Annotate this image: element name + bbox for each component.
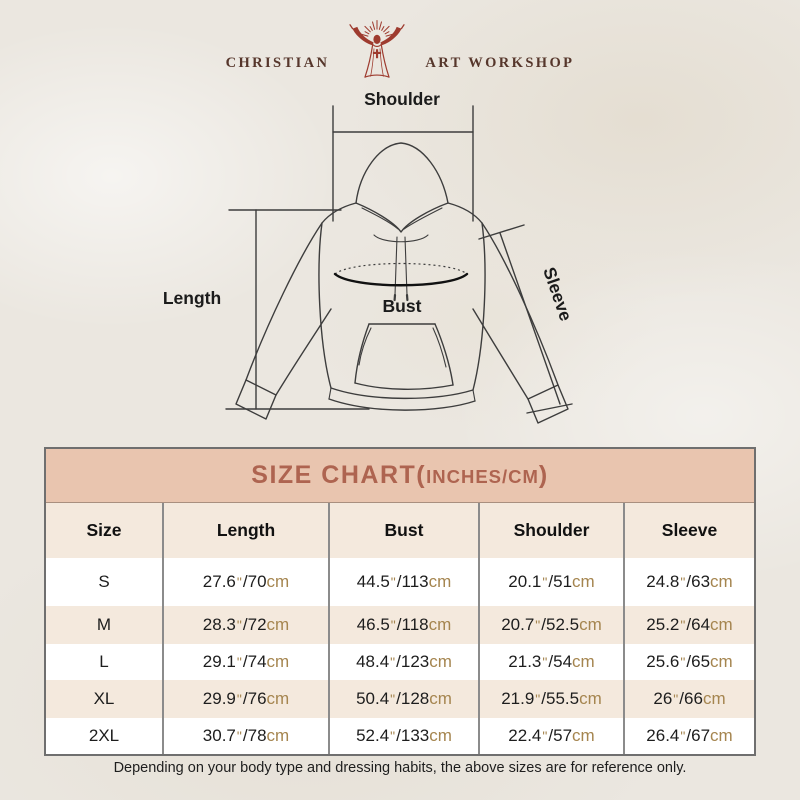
- cm-value: 72: [247, 615, 267, 634]
- cm-unit-label: cm: [572, 652, 595, 671]
- cm-unit-label: cm: [428, 615, 452, 634]
- size-cell: [46, 718, 162, 754]
- inches-value: 27.6: [202, 572, 236, 591]
- inches-value: 25.6: [646, 652, 680, 671]
- cm-unit-label: cm: [710, 615, 733, 634]
- cm-value: 64: [691, 615, 711, 634]
- length-cell: 27.6 " / 70 cm: [162, 558, 328, 606]
- size-table-header: [46, 503, 754, 558]
- size-chart: [44, 447, 756, 756]
- table-row: [46, 606, 754, 644]
- length-cell: 28.3 " / 72 cm: [162, 606, 328, 644]
- brand-name-left: CHRISTIAN: [225, 54, 330, 71]
- cm-unit-label: cm: [710, 572, 733, 591]
- brand-header: [0, 12, 800, 88]
- separator: /: [679, 689, 685, 708]
- size-value: 2XL: [88, 726, 120, 745]
- size-table-body: [46, 558, 754, 754]
- inches-value: 24.8: [646, 572, 680, 591]
- inches-value: 21.9: [501, 689, 535, 708]
- inches-value: 26: [653, 689, 673, 708]
- size-chart-title-main: SIZE CHART(: [251, 461, 427, 489]
- separator: /: [686, 572, 692, 591]
- inches-value: 46.5: [356, 615, 390, 634]
- size-value: XL: [93, 689, 115, 708]
- inches-value: 20.7: [501, 615, 535, 634]
- inches-value: 25.2: [646, 615, 680, 634]
- brand-name-right: ART WORKSHOP: [425, 54, 575, 71]
- cm-unit-label: cm: [429, 652, 452, 671]
- cm-unit-label: cm: [266, 726, 290, 745]
- size-cell: [46, 680, 162, 718]
- cm-value: 66: [684, 689, 703, 708]
- cm-value: 65: [691, 652, 711, 671]
- cm-value: 63: [691, 572, 711, 591]
- bust-cell: 44.5 " / 113 cm: [328, 558, 478, 606]
- length-cell: 29.9 " / 76 cm: [162, 680, 328, 718]
- separator: /: [242, 615, 248, 634]
- bust-cell: 46.5 " / 118 cm: [328, 606, 478, 644]
- inches-value: 26.4: [646, 726, 680, 745]
- column-header-bust: Bust: [328, 503, 478, 558]
- separator: /: [396, 615, 402, 634]
- cm-value: 70: [247, 572, 267, 591]
- bust-cell: 48.4 " / 123 cm: [328, 644, 478, 680]
- size-cell: [46, 644, 162, 680]
- size-chart-title-close: ): [538, 461, 549, 489]
- length-label: Length: [162, 288, 222, 308]
- cm-unit-label: cm: [710, 652, 733, 671]
- separator: /: [396, 652, 401, 671]
- inches-value: 44.5: [356, 572, 390, 591]
- size-chart-title-units: INCHES/CM: [426, 465, 539, 487]
- separator: /: [541, 689, 547, 708]
- cm-unit-label: cm: [266, 689, 290, 708]
- cm-value: 54: [553, 652, 573, 671]
- separator: /: [548, 726, 554, 745]
- separator: /: [686, 615, 692, 634]
- separator: /: [242, 652, 248, 671]
- cm-unit-label: cm: [579, 689, 602, 708]
- separator: /: [541, 615, 547, 634]
- cm-value: 133: [400, 726, 430, 745]
- separator: /: [396, 726, 401, 745]
- inches-value: 20.1: [508, 572, 542, 591]
- cm-unit-label: cm: [266, 652, 290, 671]
- cm-value: 74: [247, 652, 267, 671]
- reference-note: Depending on your body type and dressing habits, the above sizes are for reference only.: [113, 760, 687, 776]
- hoodie-measurement-diagram: [0, 88, 800, 450]
- size-cell: [46, 606, 162, 644]
- sleeve-cell: 25.2 " / 64 cm: [623, 606, 754, 644]
- shoulder-cell: 20.1 " / 51 cm: [478, 558, 623, 606]
- size-value: S: [98, 572, 110, 591]
- inches-value: 29.1: [202, 652, 236, 671]
- cm-unit-label: cm: [572, 726, 595, 745]
- shoulder-cell: 22.4 " / 57 cm: [478, 718, 623, 754]
- shoulder-label: Shoulder: [364, 89, 440, 109]
- cm-value: 123: [400, 652, 430, 671]
- sleeve-cell: 26.4 " / 67 cm: [623, 718, 754, 754]
- column-header-sleeve: Sleeve: [623, 503, 754, 558]
- inches-value: 52.4: [356, 726, 390, 745]
- inches-value: 29.9: [202, 689, 236, 708]
- inches-value: 28.3: [202, 615, 236, 634]
- inches-value: 30.7: [202, 726, 236, 745]
- table-row: [46, 644, 754, 680]
- shoulder-cell: 21.9 " / 55.5 cm: [478, 680, 623, 718]
- separator: /: [686, 726, 692, 745]
- cm-unit-label: cm: [579, 615, 602, 634]
- separator: /: [548, 572, 554, 591]
- column-header-shoulder: Shoulder: [478, 503, 623, 558]
- size-chart-title: [46, 449, 754, 503]
- cm-value: 113: [401, 572, 429, 591]
- column-header-length: Length: [162, 503, 328, 558]
- cm-unit-label: cm: [572, 572, 595, 591]
- separator: /: [396, 689, 401, 708]
- separator: /: [242, 572, 248, 591]
- cm-unit-label: cm: [429, 726, 452, 745]
- cm-value: 76: [247, 689, 267, 708]
- sleeve-cell: 25.6 " / 65 cm: [623, 644, 754, 680]
- separator: /: [396, 572, 402, 591]
- table-row: [46, 718, 754, 754]
- sleeve-cell: 24.8 " / 63 cm: [623, 558, 754, 606]
- separator: /: [242, 689, 248, 708]
- bust-cell: 50.4 " / 128 cm: [328, 680, 478, 718]
- cm-value: 57: [553, 726, 573, 745]
- cm-value: 52.5: [546, 615, 580, 634]
- length-cell: 30.7 " / 78 cm: [162, 718, 328, 754]
- size-cell: [46, 558, 162, 606]
- size-value: L: [99, 652, 109, 671]
- cm-unit-label: cm: [429, 689, 452, 708]
- cm-unit-label: cm: [710, 726, 733, 745]
- jesus-rays-icon: [341, 17, 413, 84]
- inches-value: 50.4: [356, 689, 390, 708]
- bust-label: Bust: [382, 296, 422, 316]
- bust-cell: 52.4 " / 133 cm: [328, 718, 478, 754]
- table-row: [46, 558, 754, 606]
- inches-value: 48.4: [356, 652, 390, 671]
- sleeve-label: Sleeve: [539, 264, 577, 324]
- separator: /: [686, 652, 692, 671]
- cm-value: 128: [400, 689, 430, 708]
- column-header-size: Size: [86, 520, 122, 540]
- length-measure-lines: [226, 210, 369, 409]
- table-row: [46, 680, 754, 718]
- cm-value: 118: [401, 615, 429, 634]
- cm-value: 51: [553, 572, 573, 591]
- size-value: M: [96, 615, 112, 634]
- separator: /: [548, 652, 554, 671]
- separator: /: [242, 726, 248, 745]
- cm-unit-label: cm: [428, 572, 452, 591]
- shoulder-cell: 20.7 " / 52.5 cm: [478, 606, 623, 644]
- cm-unit-label: cm: [702, 689, 726, 708]
- length-cell: 29.1 " / 74 cm: [162, 644, 328, 680]
- cm-unit-label: cm: [266, 615, 290, 634]
- cm-value: 78: [247, 726, 267, 745]
- inches-value: 21.3: [508, 652, 542, 671]
- cm-unit-label: cm: [266, 572, 290, 591]
- sleeve-cell: 26 " / 66 cm: [623, 680, 754, 718]
- cm-value: 67: [691, 726, 711, 745]
- shoulder-cell: 21.3 " / 54 cm: [478, 644, 623, 680]
- cm-value: 55.5: [546, 689, 580, 708]
- inches-value: 22.4: [508, 726, 542, 745]
